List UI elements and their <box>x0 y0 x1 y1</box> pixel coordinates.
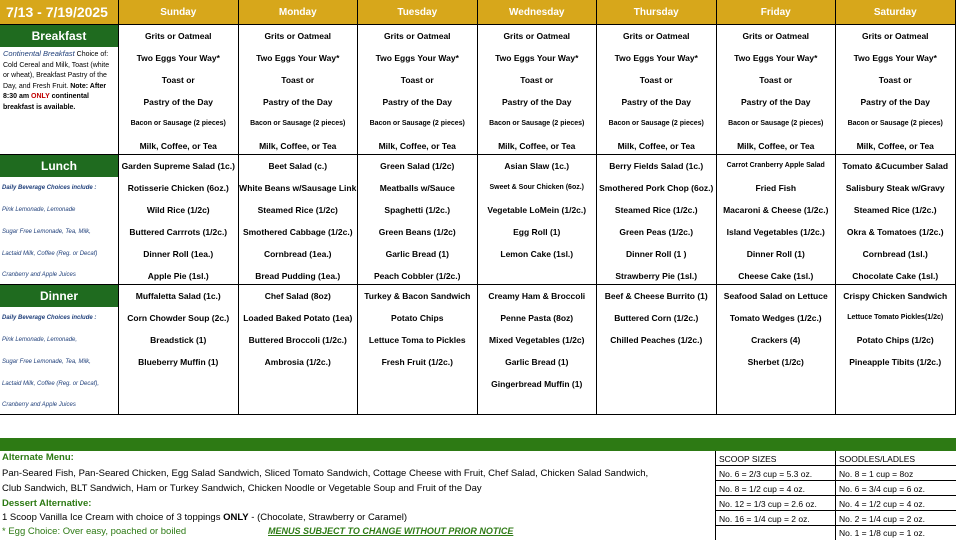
beverage-line: Sugar Free Lemonade, Tea, Milk, <box>2 359 91 365</box>
menu-item: Lemon Cake (1sl.) <box>500 249 574 259</box>
lunch-day-col <box>597 155 717 284</box>
divider-bar <box>0 438 956 451</box>
dinner-day-col <box>836 285 956 414</box>
menu-item: Toast or <box>161 75 195 85</box>
menu-item: Creamy Ham & Broccoli <box>488 291 586 301</box>
scoop-row-line <box>715 480 956 481</box>
menu-item: Garlic Bread (1) <box>385 249 449 259</box>
menu-item <box>836 373 955 395</box>
day-sunday: Sunday <box>119 0 239 24</box>
menu-item: Bacon or Sausage (2 pieces) <box>847 120 943 127</box>
menu-item: Pastry of the Day <box>621 97 691 107</box>
menu-item: Chilled Peaches (1/2c.) <box>610 335 703 345</box>
menu-item: Bacon or Sausage (2 pieces) <box>489 120 585 127</box>
breakfast-day-col <box>717 25 837 154</box>
menu-item: Toast or <box>520 75 554 85</box>
menu-item: Egg Roll (1) <box>513 227 561 237</box>
menu-item: Gingerbread Muffin (1) <box>491 379 583 389</box>
menu-item: Potato Chips (1/2c) <box>856 335 934 345</box>
lunch-day-col <box>478 155 598 284</box>
menu-item: Milk, Coffee, or Tea <box>498 141 576 151</box>
lunch-day-col <box>358 155 478 284</box>
menu-item: Bacon or Sausage (2 pieces) <box>130 120 226 127</box>
menu-item: Berry Fields Salad (1c.) <box>609 161 704 171</box>
section-breakfast: Breakfast <box>0 25 118 47</box>
menu-item <box>119 373 238 395</box>
menu-item: Beef & Cheese Burrito (1) <box>604 291 708 301</box>
breakfast-block <box>0 25 956 155</box>
menu-item: Salisbury Steak w/Gravy <box>845 183 945 193</box>
menu-item: Garden Supreme Salad (1c.) <box>121 161 235 171</box>
menu-item: Steamed Rice (1/2c.) <box>853 205 937 215</box>
menu-item: Tomato Wedges (1/2c.) <box>729 313 822 323</box>
section-lunch: Lunch <box>0 155 118 177</box>
menu-item: Corn Chowder Soup (2c.) <box>127 313 230 323</box>
subject-text: MENUS SUBJECT TO CHANGE WITHOUT PRIOR NOTICE <box>268 526 514 536</box>
day-tuesday: Tuesday <box>358 0 478 24</box>
note-post: continental breakfast is available. <box>3 93 89 111</box>
breakfast-day-col <box>478 25 598 154</box>
scoop-row-line <box>715 495 956 496</box>
beverage-line: Cranberry and Apple Juices <box>2 402 76 408</box>
lunch-left <box>0 155 119 284</box>
menu-item: Sweet & Sour Chicken (6oz.) <box>489 184 585 191</box>
menu-item: Peach Cobbler (1/2c.) <box>374 271 461 281</box>
menu-item: Bacon or Sausage (2 pieces) <box>369 120 465 127</box>
scoop-size: No. 12 = 1/3 cup = 2.6 oz. <box>719 499 817 509</box>
continental-title: Continental Breakfast <box>3 49 75 58</box>
menu-item: Buttered Corn (1/2c.) <box>614 313 699 323</box>
dinner-day-col <box>717 285 837 414</box>
alternate-line-2: Club Sandwich, BLT Sandwich, Ham or Turkey Sandwich, Chicken Noodle or Vegetable Soup and Fruit of the Day <box>2 483 482 494</box>
dinner-day-col <box>239 285 359 414</box>
dinner-day-col <box>597 285 717 414</box>
egg-label: * Egg Choice: <box>2 526 61 537</box>
beverage-line: Lactaid Milk, Coffee (Reg. or Decaf) <box>2 251 98 257</box>
menu-item: Chocolate Cake (1sl.) <box>852 271 939 281</box>
menu-item: Grits or Oatmeal <box>144 31 212 41</box>
ladle-size: No. 4 = 1/2 cup = 4 oz. <box>839 499 926 509</box>
menu-item: White Beans w/Sausage Link <box>239 183 357 193</box>
menu-item: Two Eggs Your Way* <box>136 53 220 63</box>
menu-item: Milk, Coffee, or Tea <box>617 141 695 151</box>
menu-item <box>239 373 358 395</box>
menu-item: Buttered Carrrots (1/2c.) <box>129 227 228 237</box>
menu-item: Fresh Fruit (1/2c.) <box>381 357 453 367</box>
ladle-title: SOODLES/LADLES <box>839 454 916 464</box>
menu-item: Vegetable LoMein (1/2c.) <box>487 205 587 215</box>
menu-item: Two Eggs Your Way* <box>853 53 937 63</box>
menu-item: Blueberry Muffin (1) <box>138 357 219 367</box>
menu-item: Grits or Oatmeal <box>622 31 690 41</box>
alternate-line-1: Pan-Seared Fish, Pan-Seared Chicken, Egg Salad Sandwich, Sliced Tomato Sandwich, Cottage Cheese with Fruit, Chef Salad, Chicken Salad Sandwich, <box>2 468 649 479</box>
menu-item: Mixed Vegetables (1/2c) <box>489 335 585 345</box>
menu-item: Grits or Oatmeal <box>383 31 451 41</box>
dessert-post: - (Chocolate, Strawberry or Caramel) <box>248 512 408 523</box>
dinner-day-col <box>119 285 239 414</box>
dessert-line <box>2 512 407 523</box>
menu-item: Smothered Pork Chop (6oz.) <box>599 183 714 193</box>
menu-item: Muffaletta Salad (1c.) <box>135 291 221 301</box>
menu-item: Grits or Oatmeal <box>264 31 332 41</box>
menu-item <box>597 373 716 395</box>
menu-item: Two Eggs Your Way* <box>495 53 579 63</box>
menu-item: Bacon or Sausage (2 pieces) <box>728 120 824 127</box>
menu-item: Milk, Coffee, or Tea <box>856 141 934 151</box>
menu-item: Buttered Broccoli (1/2c.) <box>248 335 347 345</box>
menu-item: Dinner Roll (1ea.) <box>143 249 214 259</box>
scoop-size: No. 6 = 2/3 cup = 5.3 oz. <box>719 469 813 479</box>
menu-item: Strawberry Pie (1sl.) <box>615 271 698 281</box>
menu-item: Garlic Bread (1) <box>505 357 569 367</box>
beverage-line: Cranberry and Apple Juices <box>2 272 76 278</box>
menu-item: Bacon or Sausage (2 pieces) <box>250 120 346 127</box>
scoop-row-line <box>715 525 956 526</box>
menu-item: Toast or <box>639 75 673 85</box>
day-saturday: Saturday <box>836 0 956 24</box>
menu-item: Tomato &Cucumber Salad <box>842 161 949 171</box>
dinner-day-col <box>358 285 478 414</box>
menu-item: Dinner Roll (1) <box>746 249 805 259</box>
menu-item: Penne Pasta (8oz) <box>500 313 574 323</box>
day-thursday: Thursday <box>597 0 717 24</box>
menu-item: Cornbread (1ea.) <box>263 249 332 259</box>
beverage-heading: Daily Beverage Choices include : <box>2 315 97 321</box>
menu-item: Milk, Coffee, or Tea <box>737 141 815 151</box>
menu-item <box>597 351 716 373</box>
beverage-line: Sugar Free Lemonade, Tea, Milk, <box>2 229 91 235</box>
ladle-size: No. 8 = 1 cup = 8oz <box>839 469 914 479</box>
scoop-size: No. 8 = 1/2 cup = 4 oz. <box>719 484 806 494</box>
menu-item: Smothered Cabbage (1/2c.) <box>242 227 353 237</box>
menu-item: Pineapple Tibits (1/2c.) <box>849 357 942 367</box>
day-monday: Monday <box>239 0 359 24</box>
dinner-block <box>0 285 956 415</box>
header-row <box>0 0 956 25</box>
menu-item: Apple Pie (1sl.) <box>147 271 209 281</box>
menu-item: Carrot Cranberry Apple Salad <box>726 162 825 169</box>
alternate-menu-label: Alternate Menu: <box>2 452 74 463</box>
beverage-heading: Daily Beverage Choices include : <box>2 185 97 191</box>
note-pre: Note: After 8:30 am <box>3 82 107 100</box>
menu-item: Crackers (4) <box>751 335 801 345</box>
menu-item: Breadstick (1) <box>150 335 207 345</box>
dinner-left <box>0 285 119 414</box>
continental-text: Choice of: Cold Cereal and Milk, Toast (white or wheat), Breakfast Pastry of the Day, and Fresh Fruit. <box>3 51 110 90</box>
continental-breakfast-note <box>0 47 118 115</box>
lunch-day-col <box>717 155 837 284</box>
menu-item: Chef Salad (8oz) <box>264 291 331 301</box>
section-dinner: Dinner <box>0 285 118 307</box>
menu-item: Meatballs w/Sauce <box>379 183 455 193</box>
menu-item: Rotisserie Chicken (6oz.) <box>127 183 229 193</box>
menu-item: Loaded Baked Potato (1ea) <box>243 313 353 323</box>
date-range: 7/13 - 7/19/2025 <box>0 0 119 24</box>
menu-item: Steamed Rice (1/2c) <box>257 205 338 215</box>
dessert-pre: 1 Scoop Vanilla Ice Cream with choice of 3 toppings <box>2 512 224 523</box>
menu-item: Pastry of the Day <box>382 97 452 107</box>
menu-item <box>717 373 836 395</box>
breakfast-day-col <box>239 25 359 154</box>
ladle-size: No. 2 = 1/4 cup = 2 oz. <box>839 514 926 524</box>
menu-item: Grits or Oatmeal <box>503 31 571 41</box>
footer <box>0 451 956 540</box>
breakfast-day-col <box>836 25 956 154</box>
scoop-sizes-title: SCOOP SIZES <box>719 454 777 464</box>
menu-item: Two Eggs Your Way* <box>375 53 459 63</box>
menu-item: Wild Rice (1/2c) <box>146 205 210 215</box>
breakfast-day-col <box>358 25 478 154</box>
day-wednesday: Wednesday <box>478 0 598 24</box>
menu-item <box>358 373 477 395</box>
menu-item: Toast or <box>281 75 315 85</box>
dinner-day-col <box>478 285 598 414</box>
menu-item: Okra & Tomatoes (1/2c.) <box>846 227 944 237</box>
lunch-day-col <box>119 155 239 284</box>
menu-item: Grits or Oatmeal <box>861 31 929 41</box>
menu-item: Cheese Cake (1sl.) <box>738 271 814 281</box>
subject-to-change <box>268 526 513 536</box>
menu-item: Steamed Rice (1/2c.) <box>614 205 698 215</box>
beverage-line: Pink Lemonade, Lemonade, <box>2 337 78 343</box>
menu-item: Green Peas (1/2c.) <box>619 227 694 237</box>
menu-item: Lettuce Tomato Pickles(1/2c) <box>847 314 944 321</box>
breakfast-day-col <box>119 25 239 154</box>
menu-item: Two Eggs Your Way* <box>734 53 818 63</box>
menu-item: Beet Salad (c.) <box>268 161 328 171</box>
ladle-size: No. 6 = 3/4 cup = 6 oz. <box>839 484 926 494</box>
scoop-size: No. 16 = 1/4 cup = 2 oz. <box>719 514 810 524</box>
day-friday: Friday <box>717 0 837 24</box>
menu-item: Fried Fish <box>755 183 797 193</box>
breakfast-left <box>0 25 119 154</box>
menu-item: Green Beans (1/2c) <box>378 227 456 237</box>
menu-item <box>478 265 597 287</box>
dessert-only: ONLY <box>223 512 249 523</box>
menu-item: Island Vegetables (1/2c.) <box>726 227 825 237</box>
menu-item: Two Eggs Your Way* <box>614 53 698 63</box>
menu-item: Pastry of the Day <box>741 97 811 107</box>
menu-item: Pastry of the Day <box>860 97 930 107</box>
menu-item: Green Salad (1/2c) <box>380 161 455 171</box>
breakfast-day-col <box>597 25 717 154</box>
beverage-line: Pink Lemonade, Lemonade <box>2 207 76 213</box>
menu-item: Pastry of the Day <box>143 97 213 107</box>
menu-item: Two Eggs Your Way* <box>256 53 340 63</box>
lunch-block <box>0 155 956 285</box>
menu-item: Bread Pudding (1ea.) <box>255 271 341 281</box>
menu-item: Toast or <box>759 75 793 85</box>
menu-item: Sherbet (1/2c) <box>747 357 804 367</box>
menu-item: Turkey & Bacon Sandwich <box>364 291 471 301</box>
lunch-day-col <box>239 155 359 284</box>
menu-item: Pastry of the Day <box>263 97 333 107</box>
menu-item: Toast or <box>400 75 434 85</box>
egg-choice <box>2 526 186 537</box>
lunch-day-col <box>836 155 956 284</box>
menu-item: Milk, Coffee, or Tea <box>259 141 337 151</box>
menu-item: Ambrosia (1/2c.) <box>264 357 331 367</box>
menu-item: Seafood Salad on Lettuce <box>723 291 828 301</box>
menu-item: Toast or <box>878 75 912 85</box>
alternate-title <box>2 452 74 463</box>
menu-item: Crispy Chicken Sandwich <box>843 291 948 301</box>
menu-item: Pastry of the Day <box>502 97 572 107</box>
menu-item: Milk, Coffee, or Tea <box>139 141 217 151</box>
menu-item: Grits or Oatmeal <box>742 31 810 41</box>
menu-item: Spaghetti (1/2c.) <box>384 205 451 215</box>
menu-item: Potato Chips <box>391 313 444 323</box>
scoop-row-line <box>715 465 956 466</box>
ladle-size: No. 1 = 1/8 cup = 1 oz. <box>839 528 926 538</box>
beverage-line: Lactaid Milk, Coffee (Reg. or Decaf), <box>2 381 100 387</box>
menu-item: Bacon or Sausage (2 pieces) <box>608 120 704 127</box>
dessert-title <box>2 498 91 509</box>
menu-item: Macaroni & Cheese (1/2c.) <box>723 205 829 215</box>
menu-item: Dinner Roll (1 ) <box>626 249 687 259</box>
scoop-row-line <box>715 510 956 511</box>
menu-item: Cornbread (1sl.) <box>862 249 928 259</box>
menu-item: Milk, Coffee, or Tea <box>378 141 456 151</box>
menu-item: Asian Slaw (1c.) <box>504 161 570 171</box>
egg-text: Over easy, poached or boiled <box>60 526 187 537</box>
dessert-label: Dessert Alternative: <box>2 498 92 509</box>
menu-item: Lettuce Toma to Pickles <box>368 335 466 345</box>
note-only: ONLY <box>31 93 50 100</box>
